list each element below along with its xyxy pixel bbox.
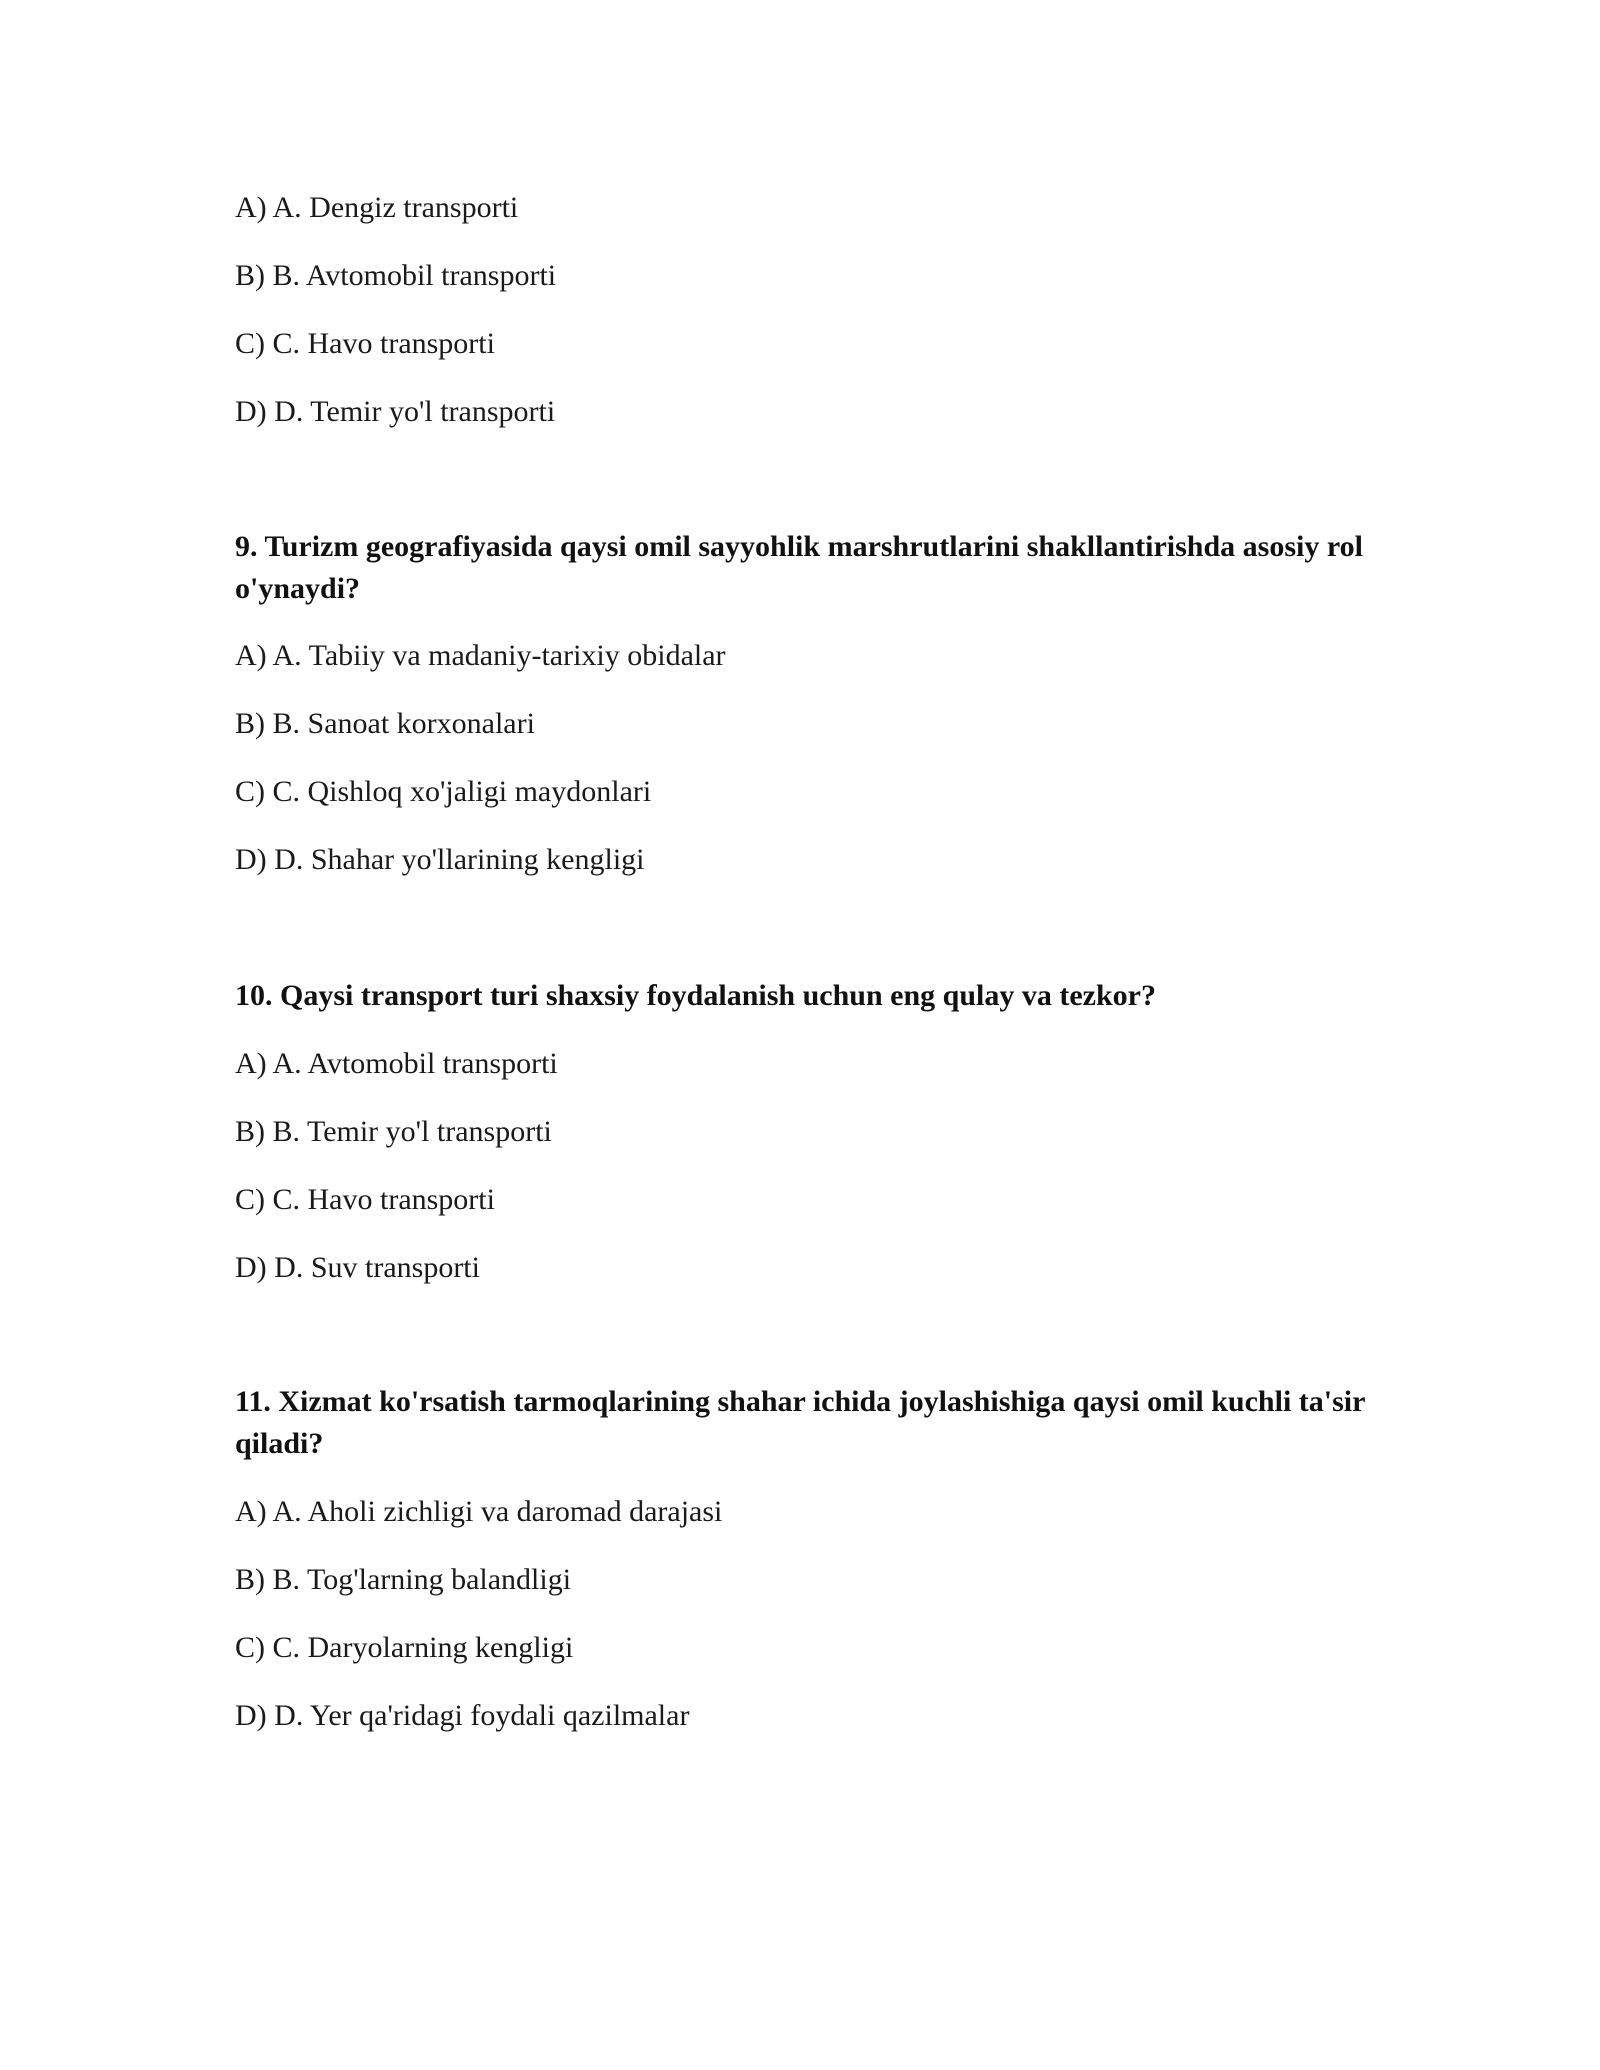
option-c: C) C. Havo transporti [235,327,495,360]
question-9-option-a: A) A. Tabiiy va madaniy-tarixiy obidalar [235,639,726,672]
option-d: D) D. Temir yo'l transporti [235,395,556,428]
question-11-text: 11. Xizmat ko'rsatish tarmoqlarining shahar ichida joylashishiga qaysi omil kuchli ta'sir qiladi? [235,1385,1365,1460]
question-10-text: 10. Qaysi transport turi shaxsiy foydalanish uchun eng qulay va tezkor? [235,979,1156,1012]
question-10-option-d: D) D. Suv transporti [235,1251,480,1284]
question-10-option-c: C) C. Havo transporti [235,1183,495,1216]
option-b: B) B. Avtomobil transporti [235,259,557,292]
question-9-option-b: B) B. Sanoat korxonalari [235,707,535,740]
question-11-option-a: A) A. Aholi zichligi va daromad darajasi [235,1495,723,1528]
option-a: A) A. Dengiz transporti [235,191,519,224]
question-11-option-b: B) B. Tog'larning balandligi [235,1563,572,1596]
question-9-option-c: C) C. Qishloq xo'jaligi maydonlari [235,775,652,808]
question-11-option-d: D) D. Yer qa'ridagi foydali qazilmalar [235,1699,690,1732]
question-9-text: 9. Turizm geografiyasida qaysi omil sayyohlik marshrutlarini shakllantirishda asosiy rol o'ynaydi? [235,530,1363,605]
question-11-option-c: C) C. Daryolarning kengligi [235,1631,574,1664]
question-10-option-a: A) A. Avtomobil transporti [235,1047,558,1080]
question-9-option-d: D) D. Shahar yo'llarining kengligi [235,843,645,876]
question-10-option-b: B) B. Temir yo'l transporti [235,1115,552,1148]
